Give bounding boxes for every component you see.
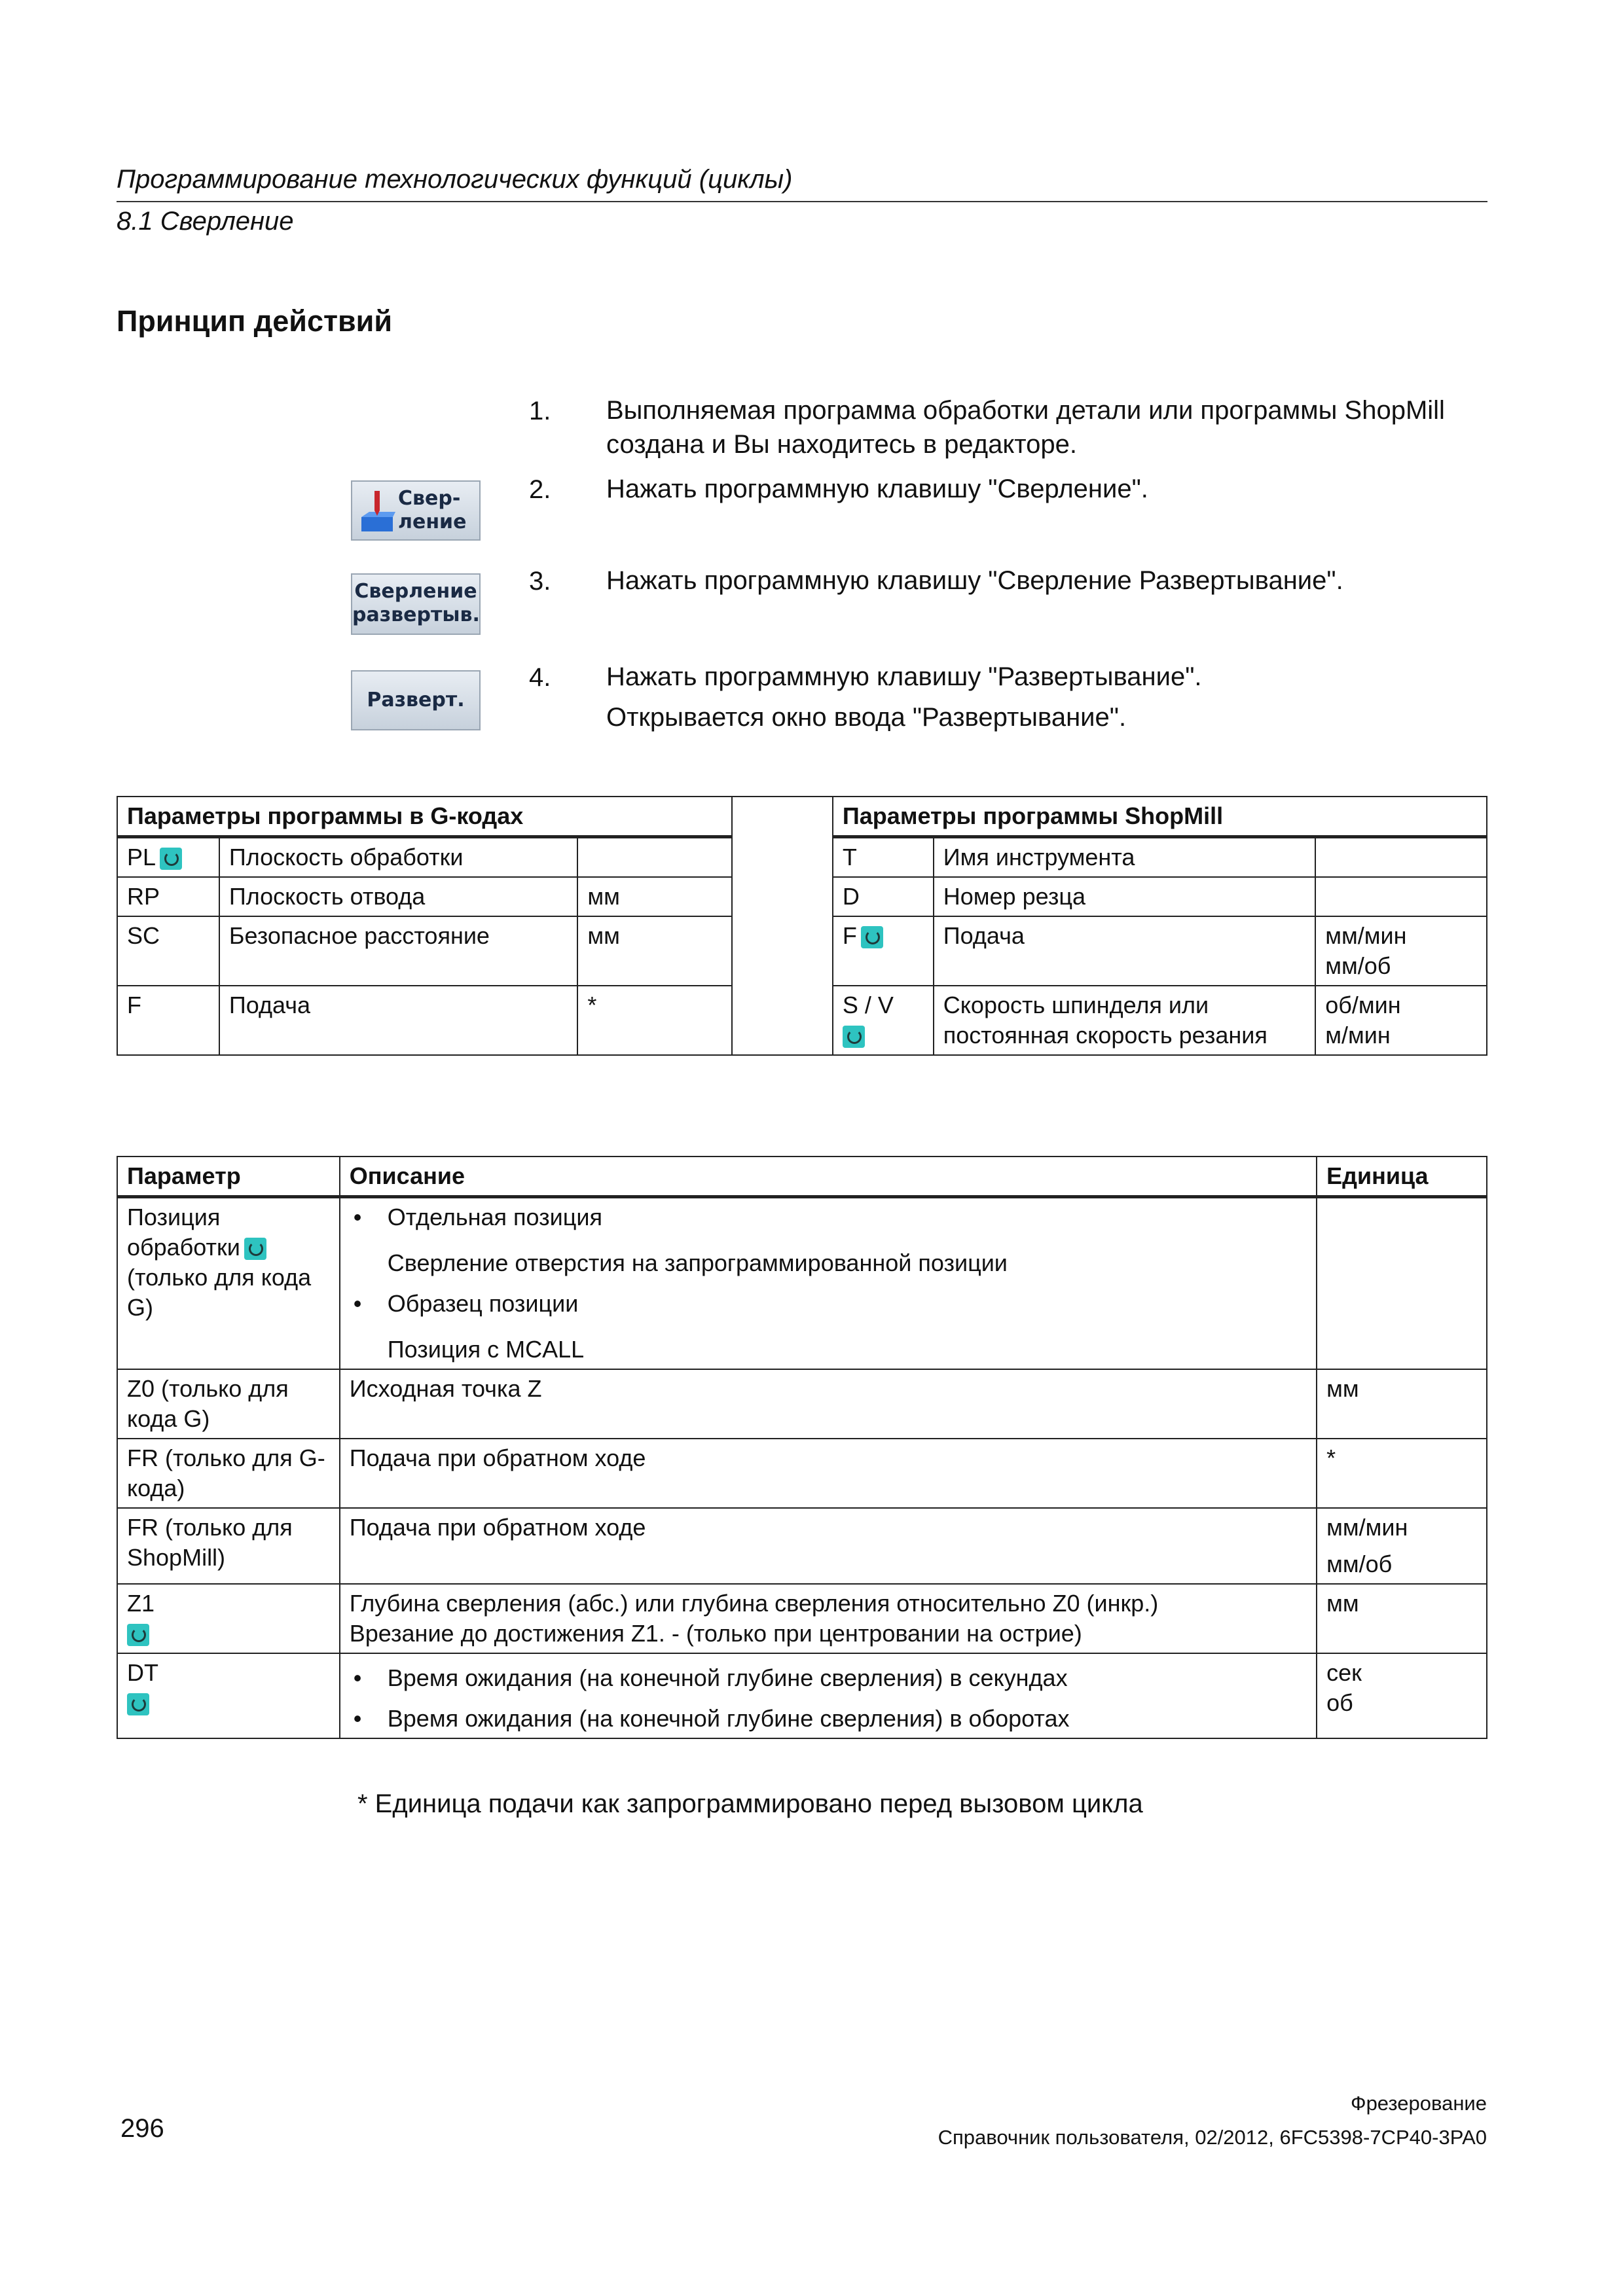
gcode-code-cell: SC	[117, 916, 219, 986]
desc-header-row	[117, 1157, 1487, 1197]
gcode-unit-cell: *	[577, 986, 732, 1055]
cycle-toggle-icon	[861, 926, 883, 948]
gcode-params-header: Параметры программы в G-кодах	[117, 797, 732, 837]
unit-cell: сек об	[1317, 1653, 1487, 1738]
step-4-line-2: Открывается окно ввода "Развертывание".	[606, 703, 1127, 732]
page-number: 296	[120, 2114, 164, 2143]
running-header-chapter: Программирование технологических функций (циклы)	[117, 165, 793, 194]
shopmill-unit-cell	[1315, 877, 1487, 916]
header-unit: Единица	[1317, 1157, 1487, 1197]
cycle-toggle-icon	[127, 1693, 149, 1715]
gcode-desc-cell: Безопасное расстояние	[219, 916, 577, 986]
shopmill-desc-cell: Скорость шпинделя или постоянная скорость резания	[934, 986, 1315, 1055]
shopmill-code-cell: F	[833, 916, 934, 986]
bullet-item: • Время ожидания (на конечной глубине сверления) в секундах	[350, 1663, 1307, 1693]
table-row	[117, 1197, 1487, 1370]
table-row	[117, 1508, 1487, 1584]
bullet-item: • Отдельная позиция	[350, 1202, 1307, 1232]
gcode-unit-cell	[577, 837, 732, 878]
softkey-drilling[interactable]	[351, 480, 481, 541]
param-cell: FR (только для ShopMill)	[117, 1508, 340, 1584]
unit-cell: *	[1317, 1439, 1487, 1508]
params-header-row	[117, 797, 1487, 837]
header-param: Параметр	[117, 1157, 340, 1197]
softkey-drilling-reaming[interactable]	[351, 573, 481, 635]
footer-manual-title: Фрезерование	[1351, 2092, 1487, 2115]
table-row	[117, 1584, 1487, 1653]
parameter-description-table	[117, 1156, 1487, 1739]
spacer-column	[732, 797, 833, 1055]
shopmill-desc-cell: Имя инструмента	[934, 837, 1315, 878]
section-title: Принцип действий	[117, 304, 392, 338]
description-cell: Глубина сверления (абс.) или глубина сверления относительно Z0 (инкр.) Врезание до достижения Z1. - (только при центровании на острие)	[340, 1584, 1317, 1653]
unit-cell	[1317, 1197, 1487, 1370]
param-cell: FR (только для G-кода)	[117, 1439, 340, 1508]
gcode-unit-cell: мм	[577, 916, 732, 986]
step-3-text: Нажать программную клавишу "Сверление Развертывание".	[606, 566, 1343, 595]
description-cell: Подача при обратном ходе	[340, 1439, 1317, 1508]
program-params-table	[117, 796, 1487, 1056]
shopmill-code-cell: T	[833, 837, 934, 878]
gcode-code-cell: PL	[117, 837, 219, 878]
param-cell: Z0 (только для кода G)	[117, 1369, 340, 1439]
param-cell: DT	[117, 1653, 340, 1738]
unit-cell: мм/мин мм/об	[1317, 1508, 1487, 1584]
softkey-drilling-reaming-line-1: Сверление	[354, 580, 477, 603]
cycle-toggle-icon	[160, 848, 182, 870]
step-1-number: 1.	[529, 397, 551, 425]
cycle-toggle-icon	[843, 1026, 865, 1048]
table-row	[117, 1439, 1487, 1508]
cycle-toggle-icon	[127, 1624, 149, 1646]
shopmill-code-cell: S / V	[833, 986, 934, 1055]
gcode-code-cell: RP	[117, 877, 219, 916]
step-1-text: Выполняемая программа обработки детали или программы ShopMill создана и Вы находитесь в редакторе.	[606, 396, 1445, 459]
feed-unit-footnote: * Единица подачи как запрограммировано перед вызовом цикла	[357, 1789, 1143, 1818]
shopmill-unit-cell: об/мин м/мин	[1315, 986, 1487, 1055]
gcode-desc-cell: Подача	[219, 986, 577, 1055]
softkey-reaming[interactable]	[351, 670, 481, 730]
shopmill-code-cell: D	[833, 877, 934, 916]
description-cell: Подача при обратном ходе	[340, 1508, 1317, 1584]
bullet-item: • Образец позиции	[350, 1289, 1307, 1319]
shopmill-desc-cell: Подача	[934, 916, 1315, 986]
header-description: Описание	[340, 1157, 1317, 1197]
param-cell: Позиция обработки (только для кода G)	[117, 1197, 340, 1370]
softkey-drilling-line-2: ление	[398, 511, 467, 533]
description-cell: Исходная точка Z	[340, 1369, 1317, 1439]
shopmill-unit-cell: мм/мин мм/об	[1315, 916, 1487, 986]
step-2-number: 2.	[529, 475, 551, 504]
sub-text: Сверление отверстия на запрограммированной позиции	[387, 1249, 1008, 1276]
sub-text: Позиция с MCALL	[387, 1336, 585, 1363]
softkey-reaming-label: Разверт.	[367, 689, 465, 711]
gcode-desc-cell: Плоскость обработки	[219, 837, 577, 878]
footer-reference: Справочник пользователя, 02/2012, 6FC5398-7CP40-3PA0	[938, 2126, 1487, 2149]
table-row	[117, 1369, 1487, 1439]
header-rule	[117, 201, 1487, 202]
description-cell	[340, 1197, 1317, 1370]
unit-cell: мм	[1317, 1584, 1487, 1653]
drill-icon	[359, 488, 395, 534]
step-3-number: 3.	[529, 567, 551, 596]
step-4-number: 4.	[529, 663, 551, 692]
table-row	[117, 1653, 1487, 1738]
bullet-item: • Время ожидания (на конечной глубине сверления) в оборотах	[350, 1704, 1307, 1734]
param-cell: Z1	[117, 1584, 340, 1653]
softkey-drilling-line-1: Свер-	[398, 487, 461, 510]
description-cell	[340, 1653, 1317, 1738]
gcode-desc-cell: Плоскость отвода	[219, 877, 577, 916]
softkey-drilling-reaming-line-2: развертыв.	[352, 603, 480, 626]
gcode-unit-cell: мм	[577, 877, 732, 916]
shopmill-params-header: Параметры программы ShopMill	[833, 797, 1487, 837]
gcode-code-cell: F	[117, 986, 219, 1055]
step-2-text: Нажать программную клавишу "Сверление".	[606, 475, 1148, 503]
step-4-text	[606, 660, 1457, 734]
running-header-section: 8.1 Сверление	[117, 207, 294, 236]
step-4-line-1: Нажать программную клавишу "Развертывание".	[606, 662, 1202, 691]
cycle-toggle-icon	[244, 1238, 266, 1260]
shopmill-desc-cell: Номер резца	[934, 877, 1315, 916]
unit-cell: мм	[1317, 1369, 1487, 1439]
shopmill-unit-cell	[1315, 837, 1487, 878]
